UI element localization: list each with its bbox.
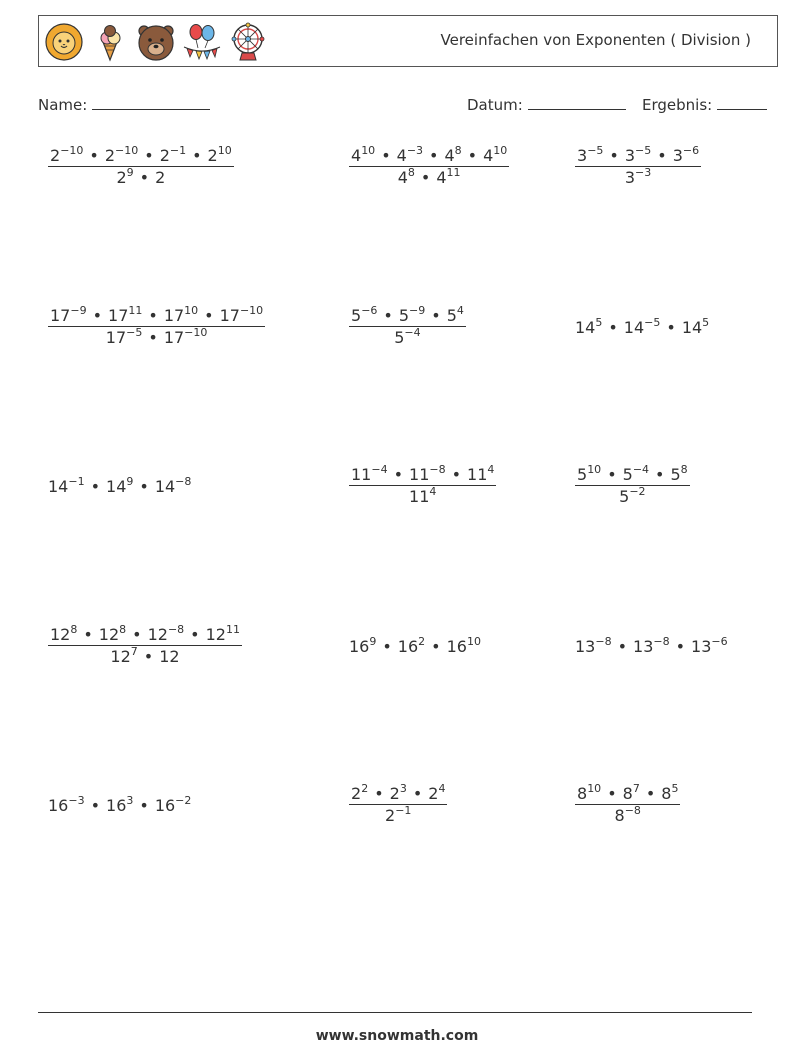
base: 4 xyxy=(397,168,408,187)
exponent: −10 xyxy=(239,304,264,317)
power-term xyxy=(351,146,375,165)
multiply-dot: • xyxy=(89,146,99,165)
base: 2 xyxy=(351,784,362,803)
multiply-dot: • xyxy=(192,146,202,165)
exponent: −4 xyxy=(404,326,421,339)
power-term xyxy=(160,146,186,165)
multiply-dot: • xyxy=(144,146,154,165)
denominator xyxy=(349,485,496,506)
base: 5 xyxy=(670,465,681,484)
exponent: −2 xyxy=(175,794,192,807)
base: 2 xyxy=(159,146,170,165)
numerator xyxy=(575,146,701,166)
exponent: −5 xyxy=(587,144,604,157)
problem-3 xyxy=(575,146,701,187)
exponent: −8 xyxy=(167,623,185,636)
date-field xyxy=(467,95,626,114)
ferris-wheel-icon xyxy=(228,22,268,62)
power-term xyxy=(155,477,192,496)
base: 5 xyxy=(622,465,633,484)
power-term xyxy=(206,625,240,644)
power-term xyxy=(682,318,709,337)
base: 3 xyxy=(672,146,683,165)
power-term xyxy=(50,306,87,325)
exponent: 9 xyxy=(369,635,377,648)
power-term xyxy=(99,625,126,644)
power-term xyxy=(577,465,601,484)
exponent: −1 xyxy=(169,144,187,157)
multiply-dot: • xyxy=(393,465,404,484)
base: 16 xyxy=(106,796,127,815)
exponent: −6 xyxy=(711,635,728,648)
base: 2 xyxy=(207,146,218,165)
power-term xyxy=(625,168,651,187)
base: 8 xyxy=(614,806,625,825)
fraction xyxy=(349,465,496,506)
multiply-dot: • xyxy=(383,306,393,325)
problem-14 xyxy=(349,784,447,825)
power-term xyxy=(633,637,670,656)
exponent: 3 xyxy=(126,794,134,807)
exponent: 4 xyxy=(429,485,437,498)
multiply-dot: • xyxy=(148,306,158,325)
power-term xyxy=(619,487,645,506)
power-term xyxy=(349,637,376,656)
exponent: 8 xyxy=(119,623,127,636)
multiply-dot: • xyxy=(139,477,149,496)
exponent: 10 xyxy=(587,782,602,795)
multiply-dot: • xyxy=(607,784,617,803)
fraction xyxy=(48,625,242,666)
bear-icon xyxy=(136,22,176,62)
denominator xyxy=(48,166,234,187)
multiply-dot: • xyxy=(655,465,665,484)
base: 4 xyxy=(351,146,362,165)
power-term xyxy=(623,784,640,803)
base: 17 xyxy=(105,328,127,347)
exponent: 8 xyxy=(680,463,688,476)
power-term xyxy=(428,784,445,803)
exponent: 4 xyxy=(456,304,464,317)
denominator xyxy=(349,326,466,347)
multiply-dot: • xyxy=(83,625,93,644)
fraction xyxy=(349,306,466,347)
footer-divider xyxy=(38,1012,752,1013)
power-term xyxy=(351,306,377,325)
exponent: −10 xyxy=(60,144,84,157)
exponent: −6 xyxy=(682,144,700,157)
exponent: −1 xyxy=(395,804,412,817)
base: 2 xyxy=(385,806,396,825)
base: 17 xyxy=(219,306,240,325)
exponent: −1 xyxy=(68,475,85,488)
power-term xyxy=(409,465,446,484)
numerator xyxy=(48,146,234,166)
exponent: −3 xyxy=(635,166,652,179)
power-term xyxy=(577,146,603,165)
fraction xyxy=(48,146,234,187)
result-field xyxy=(642,95,767,114)
exponent: 5 xyxy=(595,316,603,329)
multiply-dot: • xyxy=(617,637,628,656)
numerator xyxy=(349,306,466,326)
denominator xyxy=(48,645,242,666)
base: 4 xyxy=(483,146,494,165)
base: 16 xyxy=(154,796,176,815)
exponent: −10 xyxy=(115,144,139,157)
power-term xyxy=(50,146,83,165)
multiply-dot: • xyxy=(675,637,686,656)
multiply-dot: • xyxy=(429,146,439,165)
power-term xyxy=(50,625,77,644)
exponent: −8 xyxy=(175,475,192,488)
fraction xyxy=(575,465,690,506)
multiply-dot: • xyxy=(132,625,142,644)
fraction xyxy=(349,784,447,825)
multiply-dot: • xyxy=(204,306,214,325)
base: 16 xyxy=(48,796,69,815)
base: 11 xyxy=(409,465,430,484)
problem-10 xyxy=(48,625,242,666)
power-term xyxy=(399,306,425,325)
exponent: −5 xyxy=(126,326,143,339)
multiply-dot: • xyxy=(467,146,478,165)
exponent: −8 xyxy=(653,635,670,648)
power-term xyxy=(673,146,699,165)
footer-website: www.snowmath.com xyxy=(315,1028,479,1044)
fraction xyxy=(575,146,701,187)
base: 5 xyxy=(577,465,588,484)
exponent: 11 xyxy=(128,304,143,317)
power-term xyxy=(397,146,423,165)
power-term xyxy=(48,477,85,496)
multiply-dot: • xyxy=(143,647,154,666)
ice-cream-icon xyxy=(90,22,130,62)
exponent: 10 xyxy=(466,635,481,648)
base: 5 xyxy=(394,328,405,347)
power-term xyxy=(398,168,415,187)
power-term xyxy=(105,146,138,165)
multiply-dot: • xyxy=(382,637,392,656)
multiply-dot: • xyxy=(609,146,619,165)
page-title: Vereinfachen von Exponenten ( Division ) xyxy=(440,31,751,49)
power-term xyxy=(670,465,687,484)
multiply-dot: • xyxy=(374,784,384,803)
exponent: 11 xyxy=(225,623,240,636)
power-term xyxy=(159,647,179,666)
base: 17 xyxy=(50,306,71,325)
power-term xyxy=(575,637,612,656)
base: 12 xyxy=(110,647,131,666)
power-term xyxy=(351,784,368,803)
power-term xyxy=(390,784,407,803)
multiply-dot: • xyxy=(90,796,101,815)
power-term xyxy=(691,637,728,656)
exponent: −6 xyxy=(361,304,378,317)
base: 14 xyxy=(48,477,69,496)
power-term xyxy=(447,306,464,325)
denominator xyxy=(575,804,680,825)
power-term xyxy=(155,796,192,815)
exponent: 5 xyxy=(702,316,710,329)
power-term xyxy=(615,806,641,825)
power-term xyxy=(106,477,133,496)
exponent: 9 xyxy=(126,166,134,179)
exponent: −3 xyxy=(68,794,85,807)
exponent: 3 xyxy=(399,782,407,795)
numerator xyxy=(349,465,496,485)
exponent: 7 xyxy=(632,782,640,795)
exponent: 8 xyxy=(70,623,78,636)
base: 11 xyxy=(409,487,430,506)
base: 13 xyxy=(575,637,596,656)
power-term xyxy=(385,806,411,825)
multiply-dot: • xyxy=(645,784,656,803)
power-term xyxy=(623,465,649,484)
power-term xyxy=(110,647,137,666)
base: 17 xyxy=(163,328,185,347)
problem-13 xyxy=(48,796,191,815)
problem-9 xyxy=(575,465,690,506)
exponent: −3 xyxy=(406,144,424,157)
problem-1 xyxy=(48,146,234,187)
base: 14 xyxy=(575,318,596,337)
power-term xyxy=(106,328,143,347)
exponent: 8 xyxy=(454,144,462,157)
problem-2 xyxy=(349,146,509,187)
power-term xyxy=(436,168,460,187)
power-term xyxy=(116,168,133,187)
exponent: 9 xyxy=(126,475,134,488)
power-term xyxy=(625,146,651,165)
power-term xyxy=(148,625,185,644)
multiply-dot: • xyxy=(451,465,462,484)
power-term xyxy=(351,465,388,484)
multiply-dot: • xyxy=(607,465,617,484)
multiply-dot: • xyxy=(139,168,150,187)
exponent: 4 xyxy=(438,782,446,795)
multiply-dot: • xyxy=(92,306,103,325)
fraction xyxy=(349,146,509,187)
power-term xyxy=(398,637,425,656)
exponent: −4 xyxy=(371,463,388,476)
base: 11 xyxy=(467,465,488,484)
power-term xyxy=(577,784,601,803)
base: 8 xyxy=(661,784,672,803)
base: 14 xyxy=(681,318,703,337)
base: 2 xyxy=(428,784,439,803)
base: 8 xyxy=(577,784,588,803)
power-term xyxy=(575,318,602,337)
problem-11 xyxy=(349,637,481,656)
power-term xyxy=(444,146,461,165)
power-term xyxy=(164,328,208,347)
power-term xyxy=(208,146,232,165)
multiply-dot: • xyxy=(90,477,101,496)
multiply-dot: • xyxy=(139,796,149,815)
worksheet-header xyxy=(38,15,778,67)
name-blank[interactable] xyxy=(92,95,210,110)
base: 12 xyxy=(147,625,168,644)
fraction xyxy=(48,306,265,347)
multiply-dot: • xyxy=(608,318,618,337)
exponent: 10 xyxy=(587,463,602,476)
base: 2 xyxy=(104,146,116,165)
exponent: −8 xyxy=(595,635,612,648)
date-label: Datum: xyxy=(467,96,523,114)
exponent: 8 xyxy=(407,166,415,179)
exponent: −4 xyxy=(632,463,650,476)
power-term xyxy=(106,796,133,815)
exponent: −5 xyxy=(644,316,661,329)
base: 3 xyxy=(624,168,636,187)
power-term xyxy=(220,306,264,325)
base: 17 xyxy=(163,306,185,325)
denominator xyxy=(349,804,447,825)
denominator xyxy=(575,485,690,506)
exponent: −9 xyxy=(70,304,87,317)
result-blank[interactable] xyxy=(717,95,767,110)
base: 5 xyxy=(446,306,457,325)
exponent: 2 xyxy=(418,635,426,648)
power-term xyxy=(409,487,436,506)
base: 3 xyxy=(624,146,636,165)
power-term xyxy=(467,465,494,484)
problem-12 xyxy=(575,637,728,656)
base: 4 xyxy=(396,146,407,165)
power-term xyxy=(447,637,481,656)
problem-15 xyxy=(575,784,680,825)
exponent: 5 xyxy=(671,782,679,795)
exponent: −5 xyxy=(635,144,652,157)
denominator xyxy=(575,166,701,187)
exponent: 10 xyxy=(493,144,508,157)
exponent: −10 xyxy=(184,326,208,339)
numerator xyxy=(575,784,680,804)
result-label: Ergebnis: xyxy=(642,96,713,114)
problem-7 xyxy=(48,477,191,496)
numerator xyxy=(349,784,447,804)
base: 12 xyxy=(98,625,120,644)
date-blank[interactable] xyxy=(528,95,626,110)
base: 8 xyxy=(622,784,633,803)
base: 14 xyxy=(623,318,645,337)
numerator xyxy=(349,146,509,166)
exponent: 7 xyxy=(130,645,138,658)
base: 12 xyxy=(205,625,226,644)
problem-6 xyxy=(575,318,709,337)
base: 3 xyxy=(577,146,588,165)
multiply-dot: • xyxy=(657,146,667,165)
power-term xyxy=(394,328,420,347)
multiply-dot: • xyxy=(431,637,441,656)
multiply-dot: • xyxy=(420,168,431,187)
base: 2 xyxy=(50,146,61,165)
base: 5 xyxy=(619,487,630,506)
exponent: −2 xyxy=(629,485,646,498)
multiply-dot: • xyxy=(148,328,158,347)
multiply-dot: • xyxy=(431,306,441,325)
base: 2 xyxy=(155,168,166,187)
base: 2 xyxy=(389,784,400,803)
exponent: 2 xyxy=(361,782,369,795)
denominator xyxy=(349,166,509,187)
problem-8 xyxy=(349,465,496,506)
exponent: 11 xyxy=(446,166,461,179)
base: 4 xyxy=(444,146,455,165)
base: 14 xyxy=(106,477,127,496)
multiply-dot: • xyxy=(190,625,200,644)
base: 5 xyxy=(398,306,410,325)
power-term xyxy=(108,306,142,325)
exponent: 10 xyxy=(184,304,199,317)
numerator xyxy=(48,625,242,645)
base: 2 xyxy=(116,168,127,187)
exponent: 4 xyxy=(487,463,495,476)
exponent: 10 xyxy=(217,144,232,157)
base: 11 xyxy=(351,465,372,484)
balloons-icon xyxy=(182,22,222,62)
base: 13 xyxy=(691,637,712,656)
base: 13 xyxy=(633,637,654,656)
power-term xyxy=(624,318,661,337)
base: 17 xyxy=(108,306,129,325)
numerator xyxy=(575,465,690,485)
numerator xyxy=(48,306,265,326)
name-field xyxy=(38,95,210,114)
name-label: Name: xyxy=(38,96,88,114)
power-term xyxy=(661,784,678,803)
base: 12 xyxy=(50,625,71,644)
denominator xyxy=(48,326,265,347)
base: 4 xyxy=(436,168,447,187)
problem-5 xyxy=(349,306,466,347)
exponent: −9 xyxy=(409,304,426,317)
power-term xyxy=(164,306,198,325)
multiply-dot: • xyxy=(666,318,676,337)
multiply-dot: • xyxy=(412,784,423,803)
power-term xyxy=(48,796,85,815)
base: 5 xyxy=(351,306,362,325)
base: 16 xyxy=(349,637,370,656)
exponent: −8 xyxy=(429,463,446,476)
power-term xyxy=(155,168,165,187)
exponent: −8 xyxy=(624,804,641,817)
base: 12 xyxy=(159,647,180,666)
fraction xyxy=(575,784,680,825)
power-term xyxy=(483,146,507,165)
base: 16 xyxy=(397,637,419,656)
problem-4 xyxy=(48,306,265,347)
multiply-dot: • xyxy=(381,146,391,165)
base: 14 xyxy=(154,477,176,496)
exponent: 10 xyxy=(361,144,376,157)
lion-icon xyxy=(44,22,84,62)
base: 16 xyxy=(446,637,467,656)
